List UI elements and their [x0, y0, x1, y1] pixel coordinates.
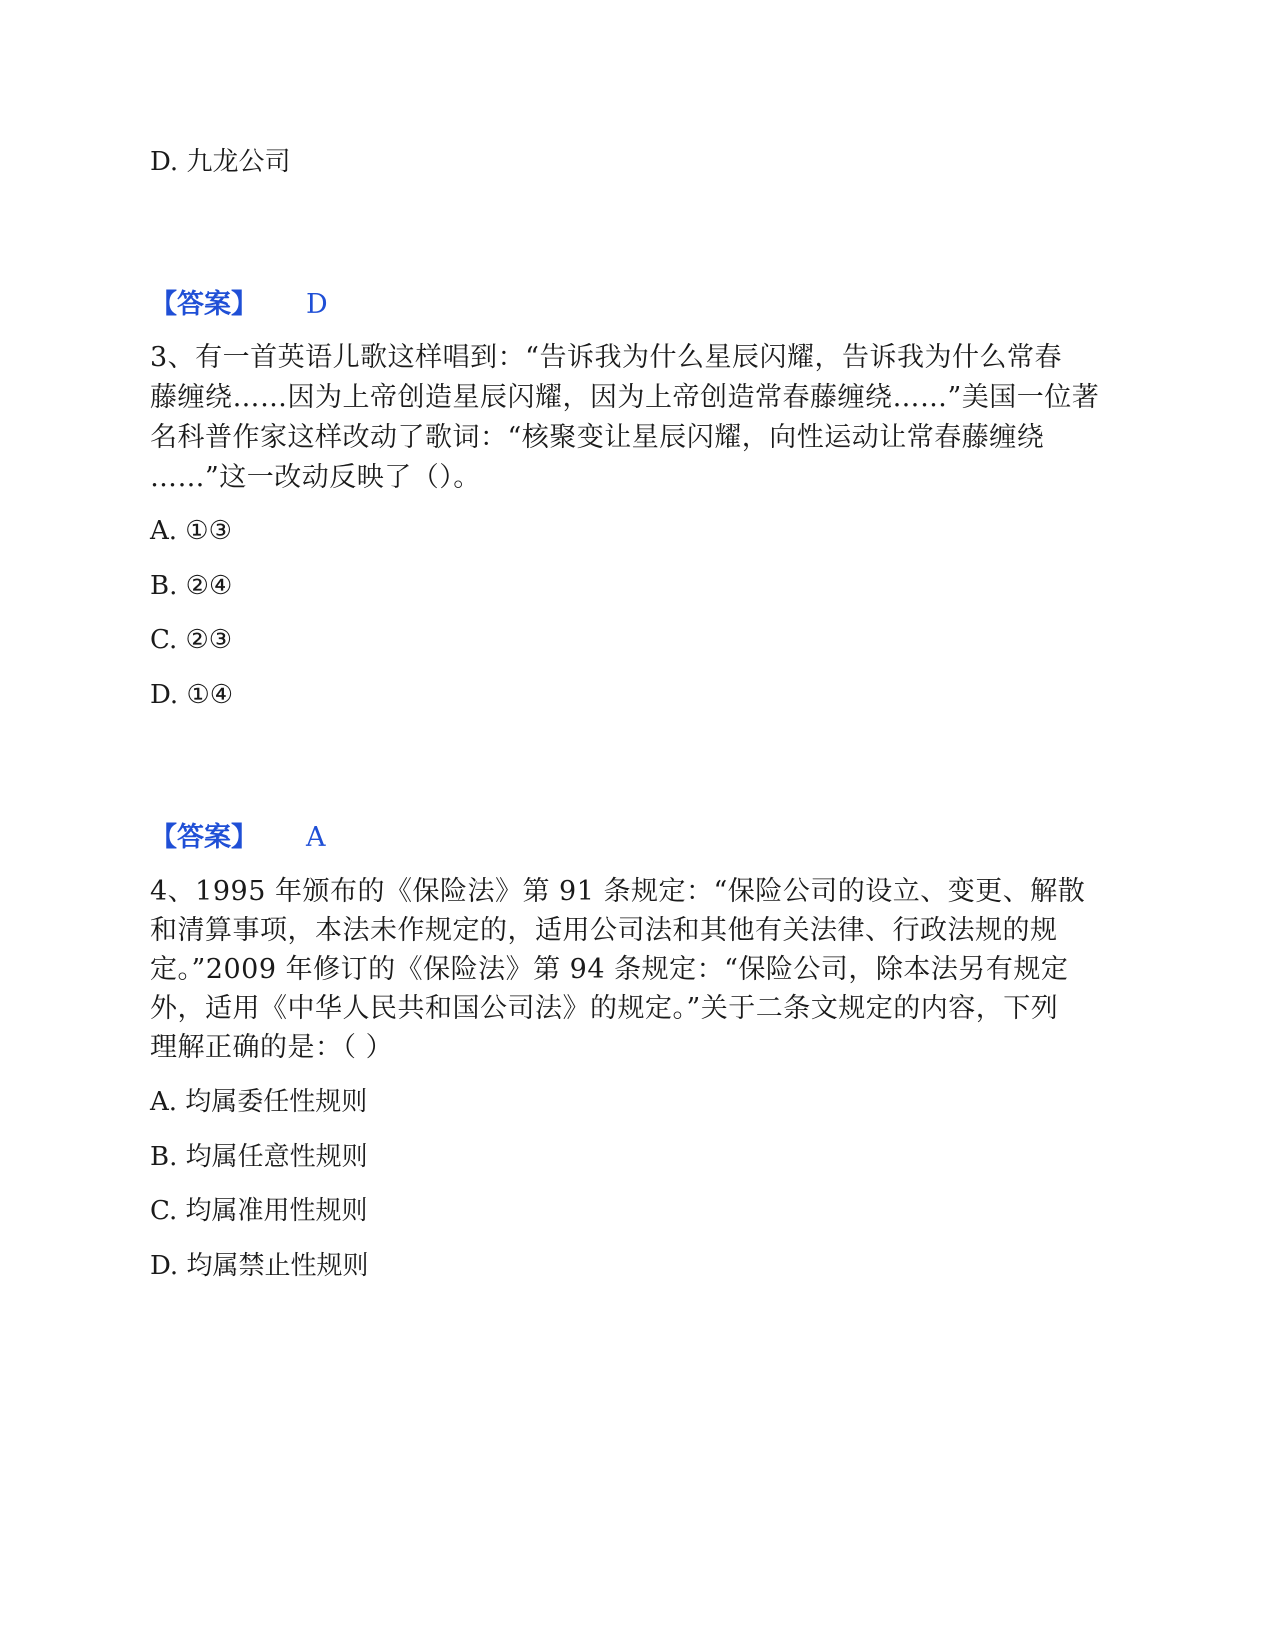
answer-2-label: 【答案】 — [150, 289, 258, 320]
question-4-line: 定。”2009 年修订的《保险法》第 94 条规定：“保险公司，除本法另有规定 — [150, 954, 1069, 985]
question-3-option-d: D. ①④ — [150, 680, 234, 710]
answer-3-value: A — [306, 822, 326, 853]
question-4-option-b: B. 均属任意性规则 — [150, 1142, 368, 1172]
question-4-option-d: D. 均属禁止性规则 — [150, 1251, 369, 1281]
question-4-line: 和清算事项，本法未作规定的，适用公司法和其他有关法律、行政法规的规 — [150, 915, 1058, 946]
prev-question-option-d: D. 九龙公司 — [150, 147, 291, 177]
question-3-option-b: B. ②④ — [150, 571, 233, 601]
question-4-line: 4、1995 年颁布的《保险法》第 91 条规定：“保险公司的设立、变更、解散 — [150, 876, 1086, 907]
answer-3-row — [150, 818, 326, 858]
question-4-line: 外，适用《中华人民共和国公司法》的规定。”关于二条文规定的内容，下列 — [150, 993, 1059, 1024]
question-3-line: ……”这一改动反映了（）。 — [150, 462, 481, 493]
question-3-line: 名科普作家这样改动了歌词：“核聚变让星辰闪耀，向性运动让常春藤缠绕 — [150, 422, 1045, 453]
question-4-option-a: A. 均属委任性规则 — [150, 1087, 368, 1117]
answer-2-value: D — [306, 289, 328, 320]
question-3-option-c: C. ②③ — [150, 625, 233, 655]
question-3-option-a: A. ①③ — [150, 516, 232, 546]
answer-3-label: 【答案】 — [150, 822, 258, 853]
answer-2-row — [150, 285, 328, 325]
question-3-line: 3、有一首英语儿歌这样唱到：“告诉我为什么星辰闪耀，告诉我为什么常春 — [150, 342, 1062, 373]
question-3-line: 藤缠绕……因为上帝创造星辰闪耀，因为上帝创造常春藤缠绕……”美国一位著 — [150, 382, 1100, 413]
question-4-line: 理解正确的是：（ ） — [150, 1032, 394, 1063]
question-4-option-c: C. 均属准用性规则 — [150, 1196, 368, 1226]
